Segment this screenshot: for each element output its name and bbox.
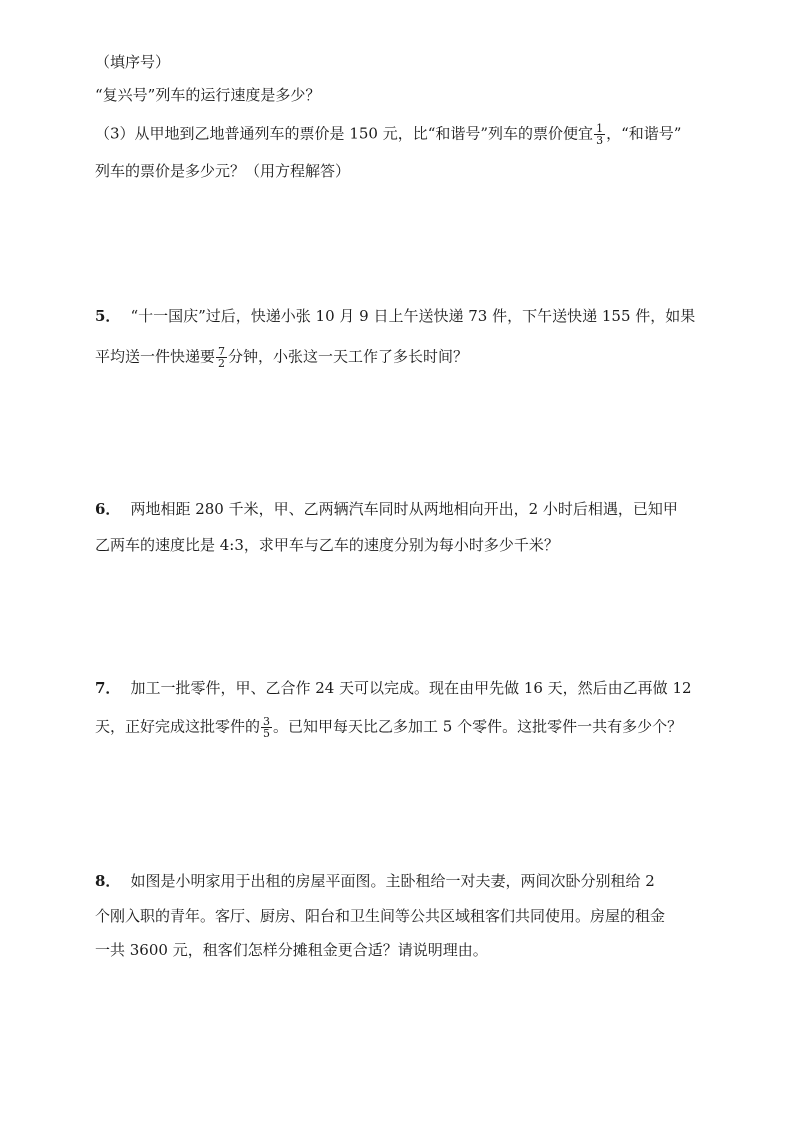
question-6-line1 [95, 499, 678, 519]
line-q3-part2 [95, 161, 350, 181]
question-8-line1 [95, 871, 655, 891]
fraction-numerator: 7 [218, 345, 226, 358]
fraction-three-fifths [261, 716, 272, 739]
text-fill-number: （填序号） [95, 53, 171, 71]
question-5-text-b1: 平均送一件快递要 [95, 347, 216, 366]
fraction-denominator: 2 [218, 357, 226, 370]
question-5-line2 [95, 346, 468, 369]
line-fuxing-speed [95, 85, 320, 105]
question-8-line2 [95, 906, 665, 926]
question-8-text-c: 一共 3600 元，租客们怎样分摊租金更合适？请说明理由。 [95, 941, 488, 959]
question-6-line2 [95, 535, 559, 555]
line-q3-part1 [95, 123, 681, 146]
text-q3-a: （3）从甲地到乙地普通列车的票价是 150 元，比“和谐号”列车的票价便宜 [95, 124, 594, 143]
text-fuxing-speed: “复兴号”列车的运行速度是多少？ [95, 86, 321, 104]
fraction-numerator: 3 [263, 715, 271, 728]
question-6-text-b: 乙两车的速度比是 4:3，求甲车与乙车的速度分别为每小时多少千米？ [95, 536, 559, 554]
question-8-text-a: 如图是小明家用于出租的房屋平面图。主卧租给一对夫妻，两间次卧分别租给 2 [130, 872, 655, 890]
question-8-line3 [95, 940, 488, 960]
fraction-seven-halves [216, 346, 227, 369]
question-7-text-b1: 天，正好完成这批零件的 [95, 717, 261, 736]
question-5-text-a: “十一国庆”过后，快递小张 10 月 9 日上午送快递 73 件，下午送快递 155 件，如果 [130, 307, 696, 325]
fraction-denominator: 3 [596, 134, 604, 147]
question-6-number: 6． [95, 500, 121, 518]
text-q3-b: ，“和谐号” [606, 124, 682, 143]
question-5-line1 [95, 306, 695, 326]
fraction-numerator: 1 [596, 122, 604, 135]
text-q3-c: 列车的票价是多少元？（用方程解答） [95, 162, 351, 180]
question-8-number: 8． [95, 872, 121, 890]
question-6-text-a: 两地相距 280 千米，甲、乙两辆汽车同时从两地相向开出，2 小时后相遇，已知甲 [130, 500, 678, 518]
question-7-text-a: 加工一批零件，甲、乙合作 24 天可以完成。现在由甲先做 16 天，然后由乙再做 12 [130, 679, 692, 697]
question-7-number: 7． [95, 679, 121, 697]
fraction-denominator: 5 [263, 727, 271, 740]
question-5-number: 5． [95, 307, 121, 325]
fraction-one-third [594, 123, 605, 146]
line-fill-number [95, 52, 170, 72]
question-7-line2 [95, 716, 682, 739]
question-5-text-b2: 分钟，小张这一天工作了多长时间？ [228, 347, 469, 366]
question-7-text-b2: 。已知甲每天比乙多加工 5 个零件。这批零件一共有多少个？ [273, 717, 683, 736]
question-7-line1 [95, 678, 692, 698]
question-8-text-b: 个刚入职的青年。客厅、厨房、阳台和卫生间等公共区域租客们共同使用。房屋的租金 [95, 907, 666, 925]
